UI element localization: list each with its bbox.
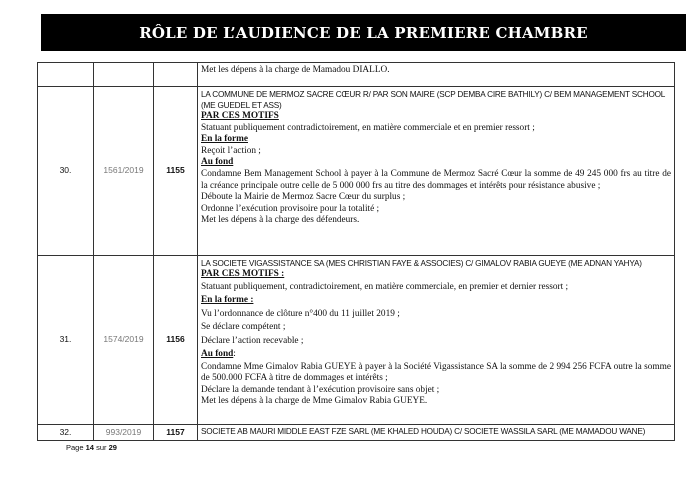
ruling-line: Déclare la demande tendant à l’exécution provisoire sans objet ; [201,384,440,395]
section-heading: PAR CES MOTIFS [201,111,279,121]
page-separator: sur [96,443,107,452]
case-reference: 1561/2019 [94,87,154,256]
judgment-number [154,63,198,87]
total-pages: 29 [108,443,117,452]
section-heading: En la forme : [201,295,254,306]
section-heading: PAR CES MOTIFS : [201,269,285,279]
ruling-line: Statuant publiquement contradictoirement, en matière commerciale et en premier ressort ; [201,122,535,133]
row-number: 32. [38,425,94,441]
ruling-line: Déboute la Mairie de Mermoz Sacre Cœur du surplus ; [201,192,406,203]
page-footer [66,443,117,452]
table-row [38,87,675,256]
ruling-line: Condamne Mme Gimalov Rabia GUEYE à payer à la Société Vigassistance SA la somme de 2 994 256 FCFA outre la somme de 500.000 FCFA à titre de dommages et intérêts ; [201,361,671,384]
row-number: 30. [38,87,94,256]
ruling-line: Met les dépens à la charge des défendeurs. [201,215,360,226]
judgment-number: 1157 [154,425,198,441]
ruling-line: Se déclare compétent ; [201,322,286,333]
table-row [38,425,675,441]
ruling-line: Ordonne l’exécution provisoire pour la totalité ; [201,203,380,214]
section-heading: Au fond [201,157,234,168]
case-details [198,425,675,441]
ruling-line: Met les dépens à la charge de Mme Gimalov Rabia GUEYE. [201,396,428,407]
ruling-line: Condamne Bem Management School à payer à la Commune de Mermoz Sacré Cœur la somme de 49 245 000 frs au titre de la créance principale outre celle de 5 000 000 frs au titre des dommages et intérêts pour résistance abusive ; [201,168,671,191]
page-title-banner [41,14,686,51]
case-parties: LA SOCIETE VIGASSISTANCE SA (MES CHRISTIAN FAYE & ASSOCIES) C/ GIMALOV RABIA GUEYE (ME ADNAN YAHYA) [201,259,642,268]
heading-colon: : [233,349,236,360]
section-heading: Au fond [201,349,234,360]
ruling-line: Statuant publiquement, contradictoirement, en matière commerciale, en premier et dernier ressort ; [201,281,569,292]
section-heading: En la forme [201,134,248,145]
page-title: RÔLE DE L’AUDIENCE DE LA PREMIERE CHAMBRE [139,23,588,42]
section-heading-wrap [201,348,671,362]
case-details [198,63,675,87]
ruling-line: Reçoit l’action ; [201,145,261,156]
judgment-number: 1156 [154,256,198,425]
ruling-line: Vu l’ordonnance de clôture n°400 du 11 juillet 2019 ; [201,308,400,319]
current-page: 14 [85,443,94,452]
case-parties: SOCIETE AB MAURI MIDDLE EAST FZE SARL (ME KHALED HOUDA) C/ SOCIETE WASSILA SARL (ME MAMADOU WANE) [201,427,646,436]
row-number [38,63,94,87]
page-label: Page [66,443,84,452]
ruling-line: Déclare l’action recevable ; [201,335,304,346]
ruling-line: Met les dépens à la charge de Mamadou DIALLO. [201,65,390,75]
case-details [198,87,675,256]
case-reference [94,63,154,87]
case-reference: 1574/2019 [94,256,154,425]
judgment-number: 1155 [154,87,198,256]
case-parties: LA COMMUNE DE MERMOZ SACRE CŒUR R/ PAR SON MAIRE (SCP DEMBA CIRE BATHILY) C/ BEM MANAGEMENT SCHOOL (ME GUEDEL ET ASS) [201,90,665,110]
row-number: 31. [38,256,94,425]
table-row [38,63,675,87]
case-reference: 993/2019 [94,425,154,441]
case-details [198,256,675,425]
roll-table [37,62,675,441]
table-row [38,256,675,425]
